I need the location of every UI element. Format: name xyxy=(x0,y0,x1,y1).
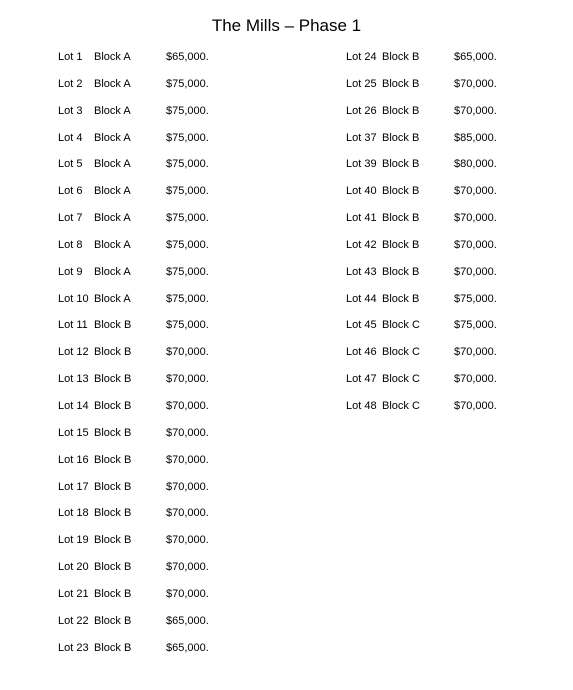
lot-number: Lot 44 xyxy=(346,292,377,305)
block-label: Block A xyxy=(94,104,131,117)
block-label: Block B xyxy=(94,346,132,359)
page-title: The Mills – Phase 1 xyxy=(211,16,362,35)
block-label: Block B xyxy=(94,319,132,332)
lot-price: $70,000. xyxy=(166,426,209,439)
block-label: Block B xyxy=(94,641,132,654)
lot-price: $70,000. xyxy=(454,399,497,412)
lot-number: Lot 17 xyxy=(58,480,89,493)
lot-number: Lot 18 xyxy=(58,507,89,520)
lot-number: Lot 6 xyxy=(58,185,83,198)
lot-number: Lot 43 xyxy=(346,265,377,278)
lot-number: Lot 5 xyxy=(58,158,83,171)
block-label: Block B xyxy=(382,131,420,144)
lot-price: $65,000. xyxy=(454,51,497,63)
block-label: Block B xyxy=(382,158,420,171)
lot-price: $85,000. xyxy=(454,131,497,144)
lot-price: $75,000. xyxy=(166,292,209,305)
block-label: Block B xyxy=(94,453,132,466)
block-label: Block A xyxy=(94,77,131,90)
lot-price: $70,000. xyxy=(454,238,497,251)
block-label: Block C xyxy=(382,373,420,386)
block-label: Block A xyxy=(94,292,131,305)
lot-price: $75,000. xyxy=(166,265,209,278)
block-label: Block B xyxy=(94,561,132,574)
block-label: Block B xyxy=(94,507,132,520)
block-label: Block B xyxy=(94,587,132,600)
lot-price: $75,000. xyxy=(166,104,209,117)
lot-number: Lot 4 xyxy=(58,131,83,144)
lot-price: $75,000. xyxy=(166,212,209,225)
block-label: Block B xyxy=(382,77,420,90)
block-label: Block B xyxy=(382,185,420,198)
block-label: Block A xyxy=(94,265,131,278)
lot-number: Lot 1 xyxy=(58,51,83,63)
block-label: Block B xyxy=(94,480,132,493)
lot-number: Lot 14 xyxy=(58,399,89,412)
block-label: Block C xyxy=(382,399,420,412)
lot-price: $75,000. xyxy=(454,319,497,332)
lot-number: Lot 2 xyxy=(58,77,83,90)
lot-price: $70,000. xyxy=(166,587,209,600)
lot-price: $75,000. xyxy=(166,77,209,90)
lot-number: Lot 22 xyxy=(58,614,89,627)
lot-price: $70,000. xyxy=(454,265,497,278)
lot-number: Lot 13 xyxy=(58,373,89,386)
block-label: Block A xyxy=(94,158,131,171)
lot-number: Lot 8 xyxy=(58,238,83,251)
lot-price: $70,000. xyxy=(166,399,209,412)
lot-number: Lot 46 xyxy=(346,346,377,359)
lot-number: Lot 41 xyxy=(346,212,377,225)
lot-number: Lot 15 xyxy=(58,426,89,439)
block-label: Block B xyxy=(382,51,420,63)
lot-price: $70,000. xyxy=(166,534,209,547)
lot-price: $70,000. xyxy=(166,507,209,520)
lot-price: $70,000. xyxy=(166,453,209,466)
block-label: Block A xyxy=(94,238,131,251)
lot-number: Lot 9 xyxy=(58,265,83,278)
block-label: Block B xyxy=(382,238,420,251)
block-label: Block A xyxy=(94,131,131,144)
lot-number: Lot 39 xyxy=(346,158,377,171)
lot-number: Lot 10 xyxy=(58,292,89,305)
lot-price: $70,000. xyxy=(454,373,497,386)
lot-number: Lot 20 xyxy=(58,561,89,574)
block-label: Block B xyxy=(94,426,132,439)
lot-number: Lot 40 xyxy=(346,185,377,198)
lot-price: $75,000. xyxy=(166,131,209,144)
lot-price: $70,000. xyxy=(454,77,497,90)
lot-number: Lot 19 xyxy=(58,534,89,547)
lot-number: Lot 26 xyxy=(346,104,377,117)
lot-number: Lot 23 xyxy=(58,641,89,654)
lot-number: Lot 42 xyxy=(346,238,377,251)
lot-price: $70,000. xyxy=(166,346,209,359)
lot-price: $70,000. xyxy=(166,480,209,493)
lot-number: Lot 37 xyxy=(346,131,377,144)
block-label: Block B xyxy=(94,373,132,386)
block-label: Block A xyxy=(94,51,131,63)
lot-number: Lot 45 xyxy=(346,319,377,332)
block-label: Block C xyxy=(382,346,420,359)
lot-price: $75,000. xyxy=(454,292,497,305)
block-label: Block C xyxy=(382,319,420,332)
block-label: Block A xyxy=(94,212,131,225)
block-label: Block A xyxy=(94,185,131,198)
lot-number: Lot 47 xyxy=(346,373,377,386)
block-label: Block B xyxy=(94,534,132,547)
lot-number: Lot 25 xyxy=(346,77,377,90)
block-label: Block B xyxy=(382,212,420,225)
block-label: Block B xyxy=(382,104,420,117)
lot-price: $80,000. xyxy=(454,158,497,171)
lot-price: $65,000. xyxy=(166,51,209,63)
lot-number: Lot 12 xyxy=(58,346,89,359)
lot-price: $70,000. xyxy=(454,104,497,117)
lot-number: Lot 11 xyxy=(58,319,88,332)
lot-price: $75,000. xyxy=(166,319,209,332)
lot-price: $70,000. xyxy=(454,185,497,198)
lot-number: Lot 48 xyxy=(346,399,377,412)
lot-number: Lot 21 xyxy=(58,587,89,600)
lot-number: Lot 7 xyxy=(58,212,83,225)
lot-price: $65,000. xyxy=(166,641,209,654)
lot-price: $70,000. xyxy=(454,212,497,225)
lot-number: Lot 24 xyxy=(346,51,377,63)
lot-price: $75,000. xyxy=(166,238,209,251)
lot-price: $75,000. xyxy=(166,185,209,198)
lot-number: Lot 3 xyxy=(58,104,83,117)
block-label: Block B xyxy=(382,265,420,278)
block-label: Block B xyxy=(94,399,132,412)
lot-number: Lot 16 xyxy=(58,453,89,466)
block-label: Block B xyxy=(382,292,420,305)
lot-price: $65,000. xyxy=(166,614,209,627)
lot-price: $70,000. xyxy=(454,346,497,359)
lot-price: $70,000. xyxy=(166,561,209,574)
lot-price: $75,000. xyxy=(166,158,209,171)
lot-price: $70,000. xyxy=(166,373,209,386)
block-label: Block B xyxy=(94,614,132,627)
